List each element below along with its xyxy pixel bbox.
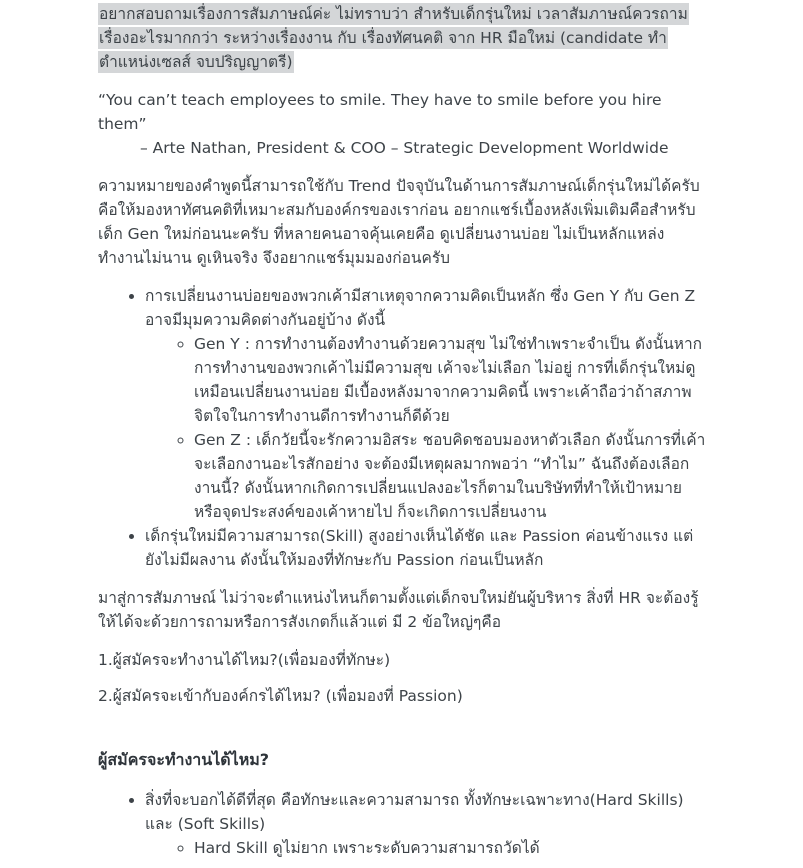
quote-text: “You can’t teach employees to smile. They have to smile before you hire them”: [98, 91, 662, 133]
generation-list: [98, 284, 706, 572]
list-item-text: Gen Y : การทำงานต้องทำงานด้วยความสุข ไม่ใช่ทำเพราะจำเป็น ดังนั้นหากการทำงานของพวกเค้าไม่มีความสุข เค้าจะไม่เลือก ไม่อยู่ การที่เด็กรุ่นใหม่ดูเหมือนเปลี่ยนงานบ่อย มีเบื้องหลังมาจากความคิดนี้ เพราะเค้าถือว่าถ้าสภาพจิตใจในการทำงานดีการทำงานก็ดีด้วย: [194, 335, 703, 425]
paragraph-interview: มาสู่การสัมภาษณ์ ไม่ว่าจะตำแหน่งไหนก็ตามตั้งแต่เด็กจบใหม่ยันผู้บริหาร สิ่งที่ HR จะต้องรู้ให้ได้จะด้วยการถามหรือการสังเกตก็แล้วแต่ มี 2 ข้อใหญ่ๆคือ: [98, 589, 699, 631]
list-item-hard-skill: [194, 836, 706, 860]
list-item-text: สิ่งที่จะบอกได้ดีที่สุด คือทักษะและความสามารถ ทั้งทักษะเฉพาะทาง(Hard Skills) และ (Soft Skills): [145, 791, 684, 833]
quote-paragraph: [98, 88, 706, 160]
point-2: 2.ผู้สมัครจะเข้ากับองค์กรได้ไหม? (เพื่อมองที่ Passion): [98, 687, 463, 705]
list-item: [145, 788, 706, 860]
intro-paragraph: [98, 2, 706, 74]
list-item-text: Gen Z : เด็กวัยนี้จะรักความอิสระ ชอบคิดชอบมองหาตัวเลือก ดังนั้นการที่เค้าจะเลือกงานอะไรสักอย่าง จะต้องมีเหตุผลมากพอว่า “ทำไม” ฉันถึงต้องเลือกงานนี้? ดังนั้นหากเกิดการเปลี่ยนแปลงอะไรก็ตามในบริษัทที่ทำให้เป้าหมายหรือจุดประสงค์ของเค้าหายไป ก็จะเกิดการเปลี่ยนงาน: [194, 431, 706, 521]
list-item: [145, 524, 706, 572]
point-1: 1.ผู้สมัครจะทำงานได้ไหม?(เพื่อมองที่ทักษะ): [98, 651, 391, 669]
list-item-gen-y: [194, 332, 706, 428]
list-item-text: Hard Skill ดูไม่ยาก เพราะระดับความสามารถวัดได้: [194, 839, 540, 857]
key-points: [98, 648, 706, 708]
list-item: [145, 284, 706, 524]
list-item-text: เด็กรุ่นใหม่มีความสามารถ(Skill) สูงอย่างเห็นได้ชัด และ Passion ค่อนข้างแรง แต่ยังไม่มีผลงาน ดังนั้นให้มองที่ทักษะกับ Passion ก่อนเป็นหลัก: [145, 527, 694, 569]
skills-list: [98, 788, 706, 860]
list-item-text: การเปลี่ยนงานบ่อยของพวกเค้ามีสาเหตุจากความคิดเป็นหลัก ซึ่ง Gen Y กับ Gen Z อาจมีมุมความคิดต่างกันอยู่บ้าง ดังนี้: [145, 287, 696, 329]
generation-sublist: [145, 332, 706, 524]
skills-sublist: [145, 836, 706, 860]
highlighted-text: อยากสอบถามเรื่องการสัมภาษณ์ค่ะ ไม่ทราบว่า สำหรับเด็กรุ่นใหม่ เวลาสัมภาษณ์ควรถามเรื่องอะไรมากกว่า ระหว่างเรื่องงาน กับ เรื่องทัศนคติ จาก HR มือใหม่ (candidate ทำตำแหน่งเซลส์ จบปริญญาตรี): [99, 5, 688, 71]
paragraph-trend: ความหมายของคำพูดนี้สามารถใช้กับ Trend ปัจจุบันในด้านการสัมภาษณ์เด็กรุ่นใหม่ได้ครับ คือให้มองหาทัศนคติที่เหมาะสมกับองค์กรของเราก่อน อยากแชร์เบื้องหลังเพิ่มเติมคือสำหรับเด็ก Gen ใหม่ก่อนนะครับ ที่หลายคนอาจคุ้นเคยคือ ดูเปลี่ยนงานบ่อย ไม่เป็นหลักแหล่ง ทำงานไม่นาน ดูเหินจริง จึงอยากแชร์มุมมองก่อนครับ: [98, 177, 700, 267]
article-content: [98, 0, 706, 860]
section-heading-can-work: ผู้สมัครจะทำงานได้ไหม?: [98, 750, 270, 769]
quote-attribution: – Arte Nathan, President & COO – Strategic Development Worldwide: [140, 139, 669, 157]
list-item-gen-z: [194, 428, 706, 524]
